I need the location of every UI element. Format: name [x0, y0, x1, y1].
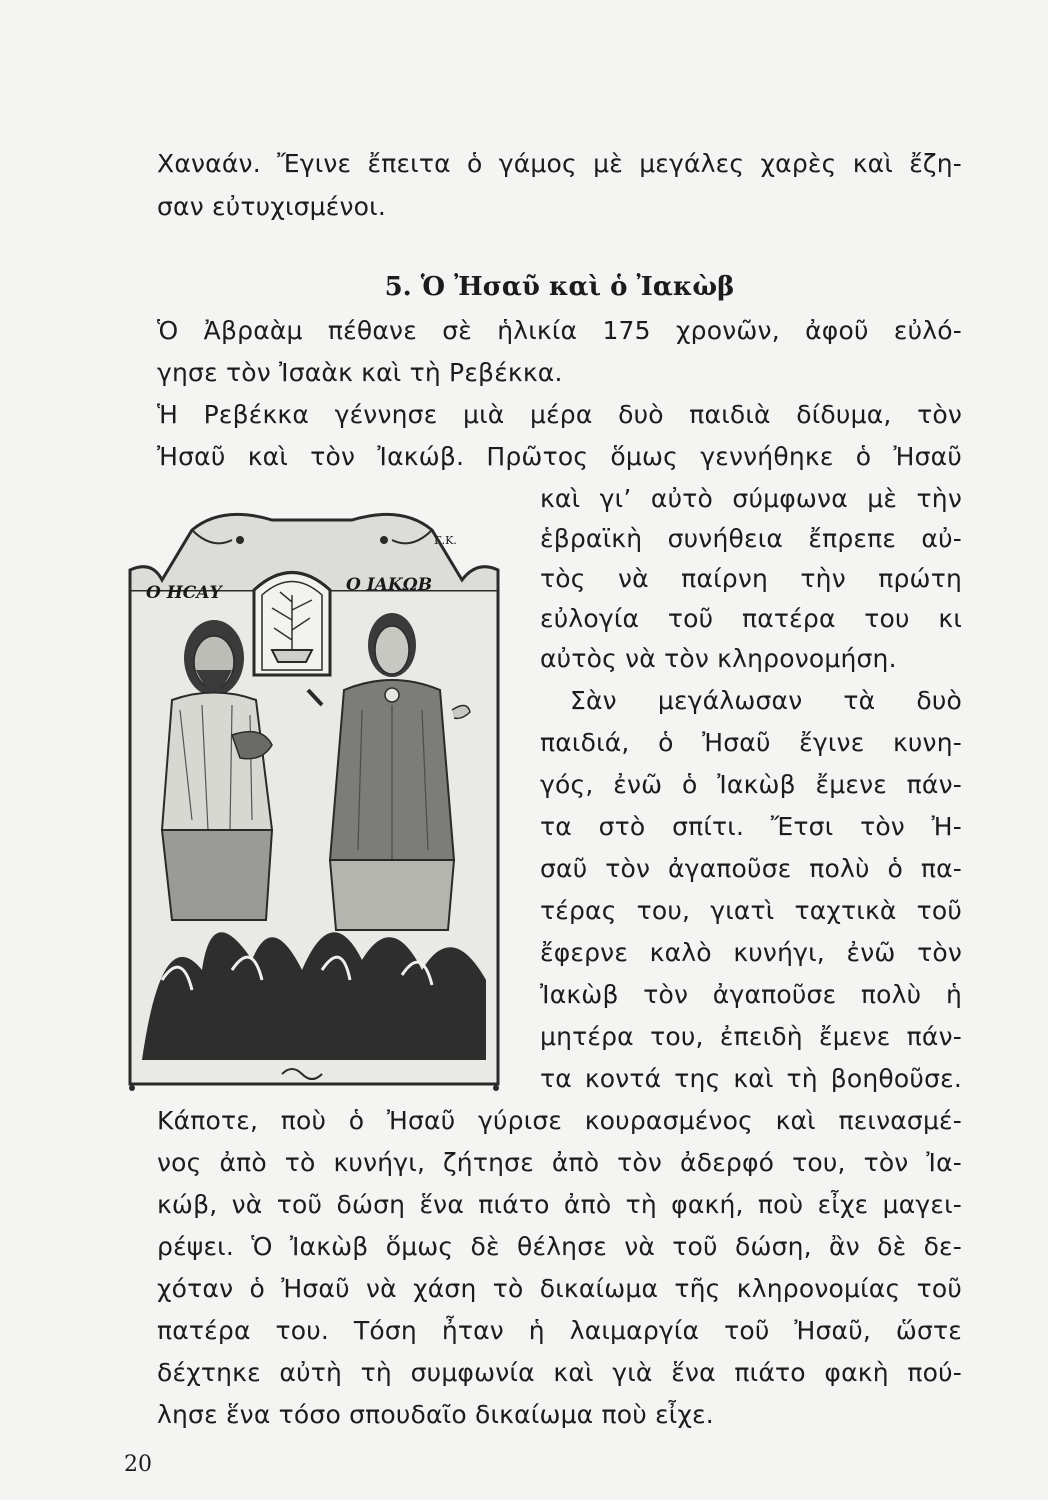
text-line: τα κοντά της καὶ τὴ βοηθοῦσε. [540, 1064, 962, 1093]
icon-label-left: Ο ΗCΑΥ [146, 583, 222, 603]
page-number: 20 [124, 1452, 152, 1477]
text-line: Ἠσαῦ καὶ τὸν Ἰακώβ. Πρῶτος ὅμως γεννήθηκε ὁ Ἠσαῦ [157, 442, 962, 471]
icon-label-right: Ο ΙΑΚΩΒ [346, 575, 433, 595]
text-line: καὶ γι’ αὐτὸ σύμφωνα μὲ τὴν [540, 484, 962, 513]
text-line: σαν εὐτυχισμένοι. [157, 192, 386, 221]
text-line: πατέρα του. Τόση ἦταν ἡ λαιμαργία τοῦ Ἠσαῦ, ὥστε [157, 1316, 962, 1345]
text-line: γησε τὸν Ἰσαὰκ καὶ τὴ Ρεβέκκα. [157, 358, 563, 387]
text-line: δέχτηκε αὐτὴ τὴ συμφωνία καὶ γιὰ ἕνα πιάτο φακὴ πού- [157, 1358, 962, 1387]
text-line: λησε ἕνα τόσο σπουδαῖο δικαίωμα ποὺ εἶχε. [157, 1400, 714, 1429]
section-heading: 5. Ὁ Ἠσαῦ καὶ ὁ Ἰακὼβ [384, 272, 735, 302]
text-line: τα στὸ σπίτι. Ἔτσι τὸν Ἠ- [540, 812, 962, 841]
text-line: Κάποτε, ποὺ ὁ Ἠσαῦ γύρισε κουρασμένος καὶ πεινασμέ- [157, 1106, 962, 1135]
text-line: τὸς νὰ παίρνη τὴν πρώτη [540, 564, 962, 593]
text-line: χόταν ὁ Ἠσαῦ νὰ χάση τὸ δικαίωμα τῆς κληρονομίας τοῦ [157, 1274, 962, 1303]
text-line: Σὰν μεγάλωσαν τὰ δυὸ [570, 686, 962, 715]
text-line: αὐτὸς νὰ τὸν κληρονομήση. [540, 644, 897, 673]
text-line: κώβ, νὰ τοῦ δώση ἕνα πιάτο ἀπὸ τὴ φακή, ποὺ εἶχε μαγει- [157, 1190, 962, 1219]
text-line: τέρας του, γιατὶ ταχτικὰ τοῦ [540, 896, 962, 925]
text-line: εὐλογία τοῦ πατέρα του κι [540, 604, 962, 633]
text-line: γός, ἐνῶ ὁ Ἰακὼβ ἔμενε πάν- [540, 770, 962, 799]
icon-illustration [122, 500, 506, 1092]
text-line: σαῦ τὸν ἀγαποῦσε πολὺ ὁ πα- [540, 854, 962, 883]
text-line: νος ἀπὸ τὸ κυνήγι, ζήτησε ἀπὸ τὸν ἀδερφό του, τὸν Ἰα- [157, 1148, 962, 1177]
text-line: Ἰακὼβ τὸν ἀγαποῦσε πολὺ ἡ [540, 980, 962, 1009]
text-line: ρέψει. Ὁ Ἰακὼβ ὅμως δὲ θέλησε νὰ τοῦ δώση, ἂν δὲ δε- [157, 1232, 962, 1261]
text-line: μητέρα του, ἐπειδὴ ἔμενε πάν- [540, 1022, 962, 1051]
text-line: Χαναάν. Ἔγινε ἔπειτα ὁ γάμος μὲ μεγάλες χαρὲς καὶ ἔζη- [157, 149, 962, 178]
icon-signature: Γ.Κ. [434, 534, 457, 547]
text-line: ἑβραϊκὴ συνήθεια ἔπρεπε αὐ- [540, 524, 962, 553]
text-line: ἔφερνε καλὸ κυνήγι, ἐνῶ τὸν [540, 938, 962, 967]
text-line: παιδιά, ὁ Ἠσαῦ ἔγινε κυνη- [540, 728, 962, 757]
text-line: Ὁ Ἀβραὰμ πέθανε σὲ ἡλικία 175 χρονῶν, ἀφοῦ εὐλό- [157, 316, 962, 345]
text-line: Ἡ Ρεβέκκα γέννησε μιὰ μέρα δυὸ παιδιὰ δίδυμα, τὸν [157, 400, 962, 429]
